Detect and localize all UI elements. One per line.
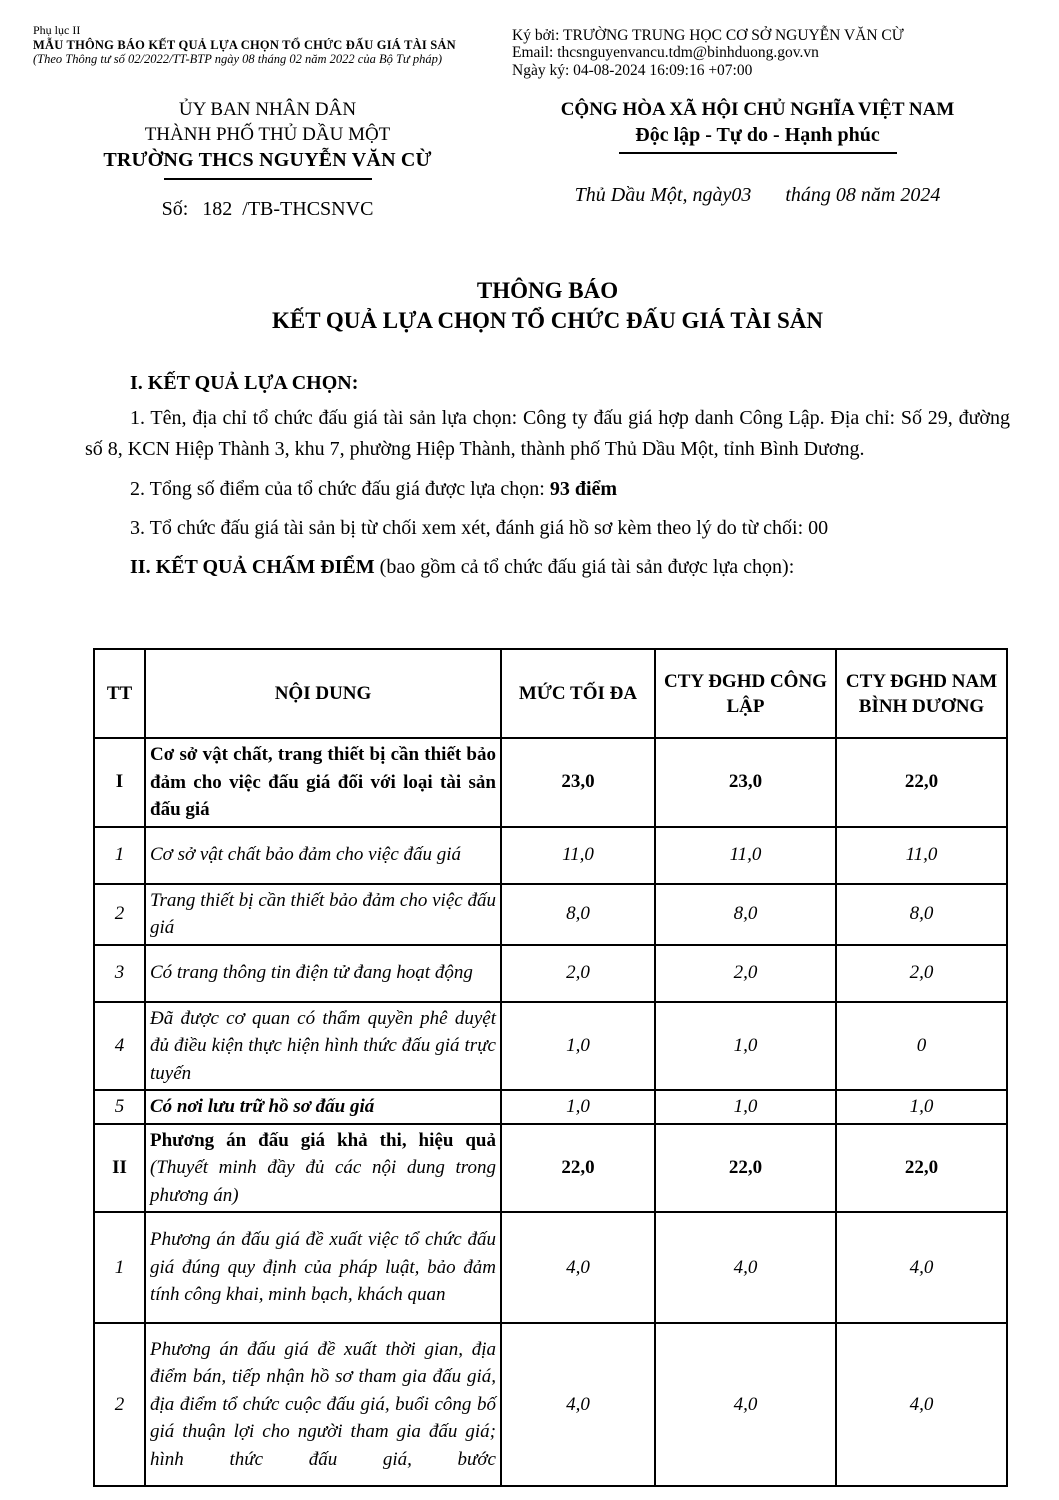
- document-title: [85, 276, 1010, 336]
- cell-max-score: 2,0: [501, 945, 655, 1002]
- cell-tt: 2: [94, 884, 145, 945]
- cell-tt: 1: [94, 827, 145, 884]
- issuer-school-name: TRƯỜNG THCS NGUYỄN VĂN CỪ: [103, 149, 432, 171]
- cell-nambinhduong-score: 22,0: [836, 1124, 1007, 1213]
- national-motto-line2: Độc lập - Tự do - Hạnh phúc: [635, 124, 880, 146]
- issuer-block: [85, 97, 450, 221]
- cell-nambinhduong-score: 22,0: [836, 738, 1007, 827]
- document-number-value: 182: [202, 198, 233, 220]
- appendix-note: [33, 24, 503, 67]
- section1-item2: [85, 474, 1010, 505]
- cell-content: [145, 738, 501, 827]
- title-line1: THÔNG BÁO: [476, 278, 619, 303]
- national-motto-line1: CỘNG HÒA XÃ HỘI CHỦ NGHĨA VIỆT NAM: [560, 99, 955, 120]
- column-header-1: NỘI DUNG: [145, 649, 501, 738]
- cell-content-text: Cơ sở vật chất bảo đảm cho việc đấu giá: [150, 844, 462, 866]
- cell-conglap-score: 1,0: [655, 1090, 836, 1124]
- cell-max-score: 11,0: [501, 827, 655, 884]
- cell-max-score: 23,0: [501, 738, 655, 827]
- cell-content-text: Cơ sở vật chất, trang thiết bị cần thiết bảo đảm cho việc đấu giá đối với loại tài sản đấu giá: [150, 744, 496, 820]
- cell-max-score: 1,0: [501, 1090, 655, 1124]
- table-row: [94, 945, 1007, 1002]
- table-row: [94, 1002, 1007, 1091]
- issuer-parent-org: ỦY BAN NHÂN DÂN: [178, 99, 357, 120]
- scoring-table-body: [94, 738, 1007, 1486]
- cell-content-text: Phương án đấu giá khả thi, hiệu quả: [150, 1129, 496, 1151]
- cell-conglap-score: 2,0: [655, 945, 836, 1002]
- title-line2: KẾT QUẢ LỰA CHỌN TỔ CHỨC ĐẤU GIÁ TÀI SẢN: [271, 308, 823, 333]
- section1-item1: 1. Tên, địa chỉ tổ chức đấu giá tài sản lựa chọn: Công ty đấu giá hợp danh Công Lập. Địa chỉ: Số 29, đường số 8, KCN Hiệp Thành 3, khu 7, phường Hiệp Thành, thành phố Thủ Dầu Một, tỉnh Bình Dương.: [85, 407, 1010, 460]
- document-number: [85, 198, 450, 221]
- table-row: [94, 884, 1007, 945]
- cell-content: [145, 945, 501, 1002]
- cell-conglap-score: 11,0: [655, 827, 836, 884]
- signer-email: Email: thcsnguyenvancu.tdm@binhduong.gov.vn: [512, 44, 819, 62]
- signed-date: Ngày ký: 04-08-2024 16:09:16 +07:00: [512, 61, 753, 79]
- cell-nambinhduong-score: 11,0: [836, 827, 1007, 884]
- motto-underline: [619, 152, 897, 154]
- cell-max-score: 22,0: [501, 1124, 655, 1213]
- cell-conglap-score: 4,0: [655, 1212, 836, 1323]
- section2-heading-bold: II. KẾT QUẢ CHẤM ĐIỂM: [130, 556, 375, 578]
- appendix-label: Phụ lục II: [33, 23, 81, 37]
- section2-heading-rest: (bao gồm cả tổ chức đấu giá tài sản được lựa chọn):: [374, 556, 795, 578]
- cell-max-score: 1,0: [501, 1002, 655, 1091]
- date-day: 03: [731, 184, 752, 206]
- cell-tt: 3: [94, 945, 145, 1002]
- table-row: [94, 1323, 1007, 1486]
- cell-tt: 2: [94, 1323, 145, 1486]
- cell-content-text: Phương án đấu giá đề xuất việc tổ chức đấu giá đúng quy định của pháp luật, bảo đảm tính công khai, minh bạch, khách quan: [150, 1229, 496, 1306]
- cell-content: [145, 1124, 501, 1213]
- document-number-suffix: /TB-THCSNVC: [242, 198, 374, 220]
- cell-max-score: 8,0: [501, 884, 655, 945]
- cell-content: [145, 1090, 501, 1124]
- section1-heading: I. KẾT QUẢ LỰA CHỌN:: [130, 372, 359, 394]
- cell-conglap-score: 1,0: [655, 1002, 836, 1091]
- cell-nambinhduong-score: 4,0: [836, 1212, 1007, 1323]
- table-row: [94, 827, 1007, 884]
- document-number-label: Số:: [161, 198, 189, 220]
- cell-content-note: (Thuyết minh đầy đủ các nội dung trong phương án): [150, 1157, 496, 1206]
- date-place: Thủ Dầu Một, ngày: [574, 184, 732, 206]
- issuer-city: THÀNH PHỐ THỦ DẦU MỘT: [144, 124, 391, 145]
- column-header-4: CTY ĐGHD NAM BÌNH DƯƠNG: [836, 649, 1007, 738]
- cell-tt: 5: [94, 1090, 145, 1124]
- digital-signature-stamp: [512, 27, 1052, 79]
- cell-nambinhduong-score: 4,0: [836, 1323, 1007, 1486]
- table-row: [94, 1090, 1007, 1124]
- date-rest: tháng 08 năm 2024: [785, 184, 941, 206]
- appendix-circular-reference: (Theo Thông tư số 02/2022/TT-BTP ngày 08 tháng 02 năm 2022 của Bộ Tư pháp): [33, 52, 443, 67]
- cell-content: [145, 1002, 501, 1091]
- cell-tt: 4: [94, 1002, 145, 1091]
- appendix-title: MẪU THÔNG BÁO KẾT QUẢ LỰA CHỌN TỔ CHỨC ĐẤU GIÁ TÀI SẢN: [33, 37, 456, 52]
- place-date-line: [505, 184, 1010, 207]
- cell-conglap-score: 23,0: [655, 738, 836, 827]
- section1-item3: 3. Tổ chức đấu giá tài sản bị từ chối xem xét, đánh giá hồ sơ kèm theo lý do từ chối: 00: [130, 517, 829, 539]
- cell-tt: II: [94, 1124, 145, 1213]
- scoring-table-header: [94, 649, 1007, 738]
- header-row: [94, 649, 1007, 738]
- cell-nambinhduong-score: 0: [836, 1002, 1007, 1091]
- cell-max-score: 4,0: [501, 1212, 655, 1323]
- section1-item2-score: 93 điểm: [549, 478, 618, 500]
- section2-heading: [85, 552, 1010, 583]
- table-row: [94, 1124, 1007, 1213]
- cell-tt: 1: [94, 1212, 145, 1323]
- cell-content-text: Trang thiết bị cần thiết bảo đảm cho việc đấu giá: [150, 889, 496, 938]
- cell-content: [145, 827, 501, 884]
- cell-nambinhduong-score: 8,0: [836, 884, 1007, 945]
- cell-conglap-score: 22,0: [655, 1124, 836, 1213]
- document-body: [85, 372, 1010, 583]
- issuer-underline: [164, 178, 372, 180]
- cell-tt: I: [94, 738, 145, 827]
- cell-content-text: Phương án đấu giá đề xuất thời gian, địa điểm bán, tiếp nhận hồ sơ tham gia đấu giá, địa điểm tổ chức cuộc đấu giá, buổi công bố giá thuận lợi cho người tham gia đấu giá; hình thức đấu giá, bước: [150, 1338, 496, 1470]
- column-header-3: CTY ĐGHD CÔNG LẬP: [655, 649, 836, 738]
- table-row: [94, 738, 1007, 827]
- column-header-0: TT: [94, 649, 145, 738]
- table-row: [94, 1212, 1007, 1323]
- cell-content: [145, 1212, 501, 1323]
- cell-nambinhduong-score: 2,0: [836, 945, 1007, 1002]
- cell-content-text: Có nơi lưu trữ hồ sơ đấu giá: [150, 1096, 375, 1117]
- cell-content: [145, 1323, 501, 1486]
- cell-nambinhduong-score: 1,0: [836, 1090, 1007, 1124]
- scoring-table: [93, 648, 1008, 1487]
- cell-content: [145, 884, 501, 945]
- national-header-block: [505, 97, 1010, 207]
- cell-conglap-score: 8,0: [655, 884, 836, 945]
- cell-conglap-score: 4,0: [655, 1323, 836, 1486]
- cell-content-text: Đã được cơ quan có thẩm quyền phê duyệt đủ điều kiện thực hiện hình thức đấu giá trực tuyến: [150, 1007, 496, 1084]
- section1-item2-text: 2. Tổng số điểm của tổ chức đấu giá được lựa chọn:: [130, 478, 550, 500]
- column-header-2: MỨC TỐI ĐA: [501, 649, 655, 738]
- cell-content-text: Có trang thông tin điện tử đang hoạt động: [150, 962, 473, 984]
- cell-max-score: 4,0: [501, 1323, 655, 1486]
- signed-by: Ký bởi: TRƯỜNG TRUNG HỌC CƠ SỞ NGUYỄN VĂN CỪ: [512, 27, 904, 44]
